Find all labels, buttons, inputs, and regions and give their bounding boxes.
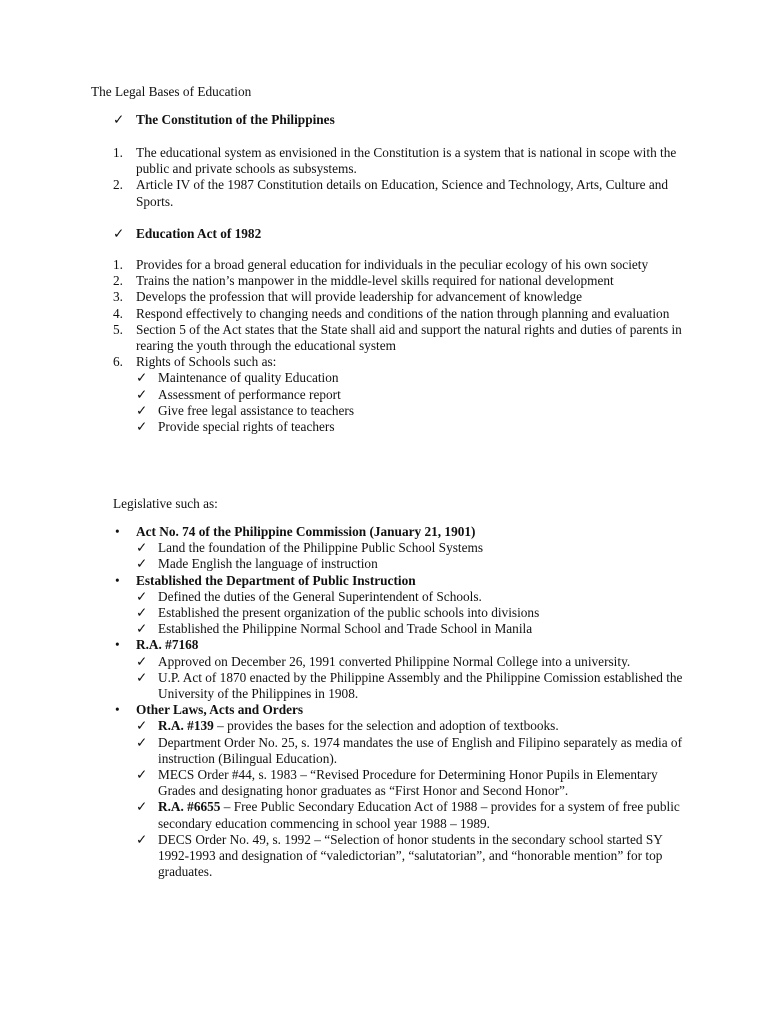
list-item: 3. Develops the profession that will provide leadership for advancement of knowledge (113, 289, 583, 305)
list-item: ✓ MECS Order #44, s. 1983 – “Revised Procedure for Determining Honor Pupils in Elementary Grades and designating honor graduates as “First Honor and Second Honor”. (136, 767, 658, 799)
education-act-list (113, 257, 683, 435)
checkmark-icon: ✓ (136, 653, 148, 669)
checkmark-icon: ✓ (136, 799, 148, 815)
bullet-icon: • (115, 702, 120, 718)
checkmark-icon: ✓ (136, 402, 148, 418)
list-item: 1. Provides for a broad general education for individuals in the peculiar ecology of his own society (113, 257, 649, 272)
checkmark-icon: ✓ (136, 605, 148, 621)
section-heading-constitution (113, 112, 335, 128)
section-heading-text: The Constitution of the Philippines (136, 112, 335, 127)
rights-list (136, 370, 683, 435)
legislative-intro: Legislative such as: (113, 496, 218, 511)
checkmark-icon: ✓ (136, 669, 148, 685)
list-item: 2. Article IV of the 1987 Constitution details on Education, Science and Technology, Arts, Culture and Sports. (113, 177, 669, 209)
checkmark-icon: ✓ (136, 540, 148, 556)
list-item: 6. Rights of Schools such as: ✓ Maintenance of quality Education ✓ Assessment of performance report ✓ Give free legal assistance to teachers ✓ Provide special rights of teachers (113, 354, 683, 435)
legislative-group: • Other Laws, Acts and Orders ✓ R.A. #139 – provides the bases for the selection and adoption of textbooks. ✓ Department Order No. 25, s. 1974 mandates the use of English and Filipino separately as media of instruction (Bilingual Education). ✓ MECS Order #44, s. 1983 – “Revised Procedure for Determining Honor Pupils in Elementary Grades and designating honor graduates as “First Honor and Second Honor”. ✓ R.A. #6655 – Free Public Secondary Education Act of 1988 – provides for a system of free public secondary education commencing in school year 1988 – 1989. ✓ DECS Order No. 49, s. 1992 – “Selection of honor students in the secondary school started SY 1992-1993 and designation of “valedictorian”, “salutatorian”, and “honorable mention” for top graduates. (115, 702, 682, 880)
checkmark-icon: ✓ (136, 718, 148, 734)
list-item: ✓ Land the foundation of the Philippine Public School Systems (136, 540, 484, 556)
list-item: ✓ R.A. #6655 – Free Public Secondary Education Act of 1988 – provides for a system of free public secondary education commencing in school year 1988 – 1989. (136, 799, 680, 831)
checkmark-icon: ✓ (136, 419, 148, 435)
list-item: ✓ R.A. #139 – provides the bases for the selection and adoption of textbooks. (136, 718, 559, 734)
checkmark-icon: ✓ (136, 370, 148, 386)
legislative-list (113, 524, 683, 880)
checkmark-icon: ✓ (136, 734, 148, 750)
list-item: 1. The educational system as envisioned in the Constitution is a system that is national in scope with the public and private schools as subsystems. (113, 145, 677, 177)
checkmark-icon: ✓ (136, 621, 148, 637)
bullet-icon: • (115, 572, 120, 588)
list-item: ✓ Made English the language of instruction (136, 556, 378, 572)
checkmark-icon: ✓ (136, 831, 148, 847)
list-item: ✓ Give free legal assistance to teachers (136, 402, 355, 418)
legislative-group: • Established the Department of Public Instruction ✓ Defined the duties of the General Superintendent of Schools. ✓ Established the present organization of the public schools into divisions ✓ Established the Philippine Normal School and Trade School in Manila (113, 573, 683, 638)
list-item: 2. Trains the nation’s manpower in the middle-level skills required for national development (113, 273, 614, 289)
list-item: 4. Respond effectively to changing needs and conditions of the nation through planning and evaluation (113, 305, 670, 321)
section-heading-education-act (113, 226, 261, 242)
list-item: ✓ Department Order No. 25, s. 1974 mandates the use of English and Filipino separately as media of instruction (Bilingual Education). (136, 734, 682, 766)
bullet-icon: • (115, 637, 120, 653)
constitution-list (113, 145, 683, 210)
list-item: ✓ Maintenance of quality Education (136, 370, 339, 386)
list-item: ✓ Established the present organization of the public schools into divisions (136, 605, 540, 621)
list-item: ✓ U.P. Act of 1870 enacted by the Philippine Assembly and the Philippine Comission established the University of the Philippines in 1908. (136, 669, 683, 702)
list-item: ✓ Approved on December 26, 1991 converted Philippine Normal College into a university. (136, 653, 631, 669)
list-item: ✓ Established the Philippine Normal School and Trade School in Manila (136, 621, 533, 637)
checkmark-icon: ✓ (136, 588, 148, 604)
legislative-group: • R.A. #7168 ✓ Approved on December 26, 1991 converted Philippine Normal College into a university. ✓ U.P. Act of 1870 enacted by the Philippine Assembly and the Philippine Comission established the University of the Philippines in 1908. (115, 637, 683, 702)
list-item: ✓ DECS Order No. 49, s. 1992 – “Selection of honor students in the secondary school started SY 1992-1993 and designation of “valedictorian”, “salutatorian”, and “honorable mention” for top graduates. (136, 831, 663, 880)
list-item: ✓ Defined the duties of the General Superintendent of Schools. (136, 588, 482, 604)
list-item: 5. Section 5 of the Act states that the State shall aid and support the natural rights and duties of parents in rearing the youth through the educational system (113, 321, 682, 354)
list-item: ✓ Assessment of performance report (136, 386, 341, 402)
list-item: ✓ Provide special rights of teachers (136, 419, 335, 435)
checkmark-icon: ✓ (136, 386, 148, 402)
checkmark-icon: ✓ (136, 767, 148, 783)
checkmark-icon: ✓ (113, 226, 125, 241)
legislative-group: • Act No. 74 of the Philippine Commission (January 21, 1901) ✓ Land the foundation of the Philippine Public School Systems ✓ Made English the language of instruction (113, 524, 683, 573)
checkmark-icon: ✓ (136, 556, 148, 572)
bullet-icon: • (115, 524, 120, 539)
document-title: The Legal Bases of Education (91, 84, 252, 99)
checkmark-icon: ✓ (113, 112, 125, 127)
section-heading-text: Education Act of 1982 (136, 226, 262, 241)
